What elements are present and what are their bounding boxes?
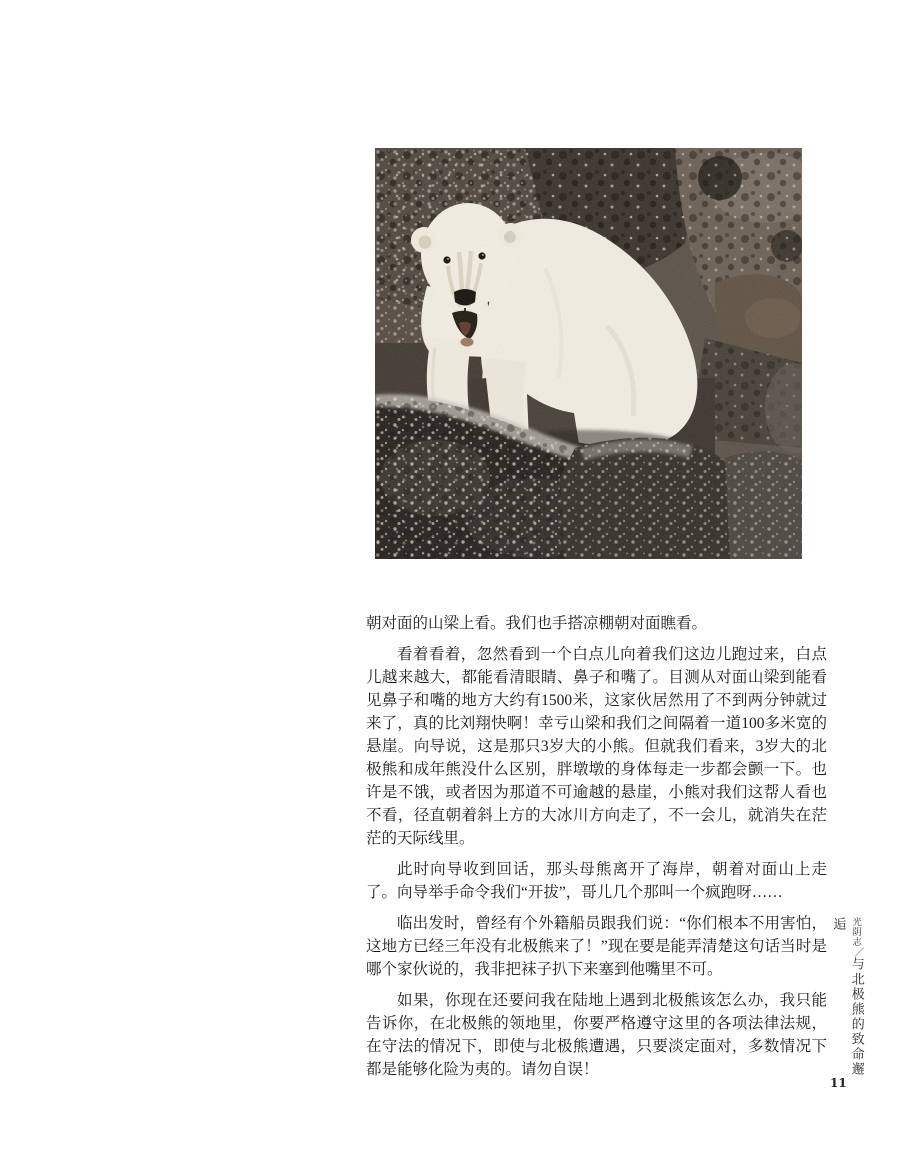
article-text — [366, 612, 827, 1089]
paragraph-1: 朝对面的山梁上看。我们也手搭凉棚朝对面瞧看。 — [366, 615, 708, 632]
article-title-vertical: 与北极熊的致命邂逅 — [831, 917, 865, 1077]
paragraph-3: 此时向导收到回话，那头母熊离开了海岸，朝着对面山上走了。向导举手命令我们“开拔”，哥儿几个那叫一个疯跑呀…… — [366, 861, 827, 901]
paragraph-2: 看着看着，忽然看到一个白点儿向着我们这边儿跑过来，白点儿越来越大，都能看清眼睛、鼻子和嘴了。目测从对面山梁到能看见鼻子和嘴的地方大约有1500米，这家伙居然用了不到两分钟就过来了，真的比刘翔快啊！幸亏山梁和我们之间隔着一道100多米宽的悬崖。向导说，这是那只3岁大的小熊。但就我们看来，3岁大的北极熊和成年熊没什么区别，胖墩墩的身体每走一步都会颤一下。也许是不饿，或者因为那道不可逾越的悬崖，小熊对我们这帮人看也不看，径直朝着斜上方的大冰川方向走了，不一会儿，就消失在茫茫的天际线里。 — [366, 646, 827, 847]
separator-slash: ／ — [851, 947, 863, 957]
running-title-sidebar — [829, 917, 866, 1082]
paragraph-5: 如果，你现在还要问我在陆地上遇到北极熊该怎么办，我只能告诉你，在北极熊的领地里，你要严格遵守这里的各项法律法规，在守法的情况下，即使与北极熊遭遇，只要淡定面对，多数情况下都是能够化险为夷的。请勿自误！ — [366, 992, 827, 1078]
journal-name: 光阴志 — [851, 917, 862, 947]
page-number: 11 — [830, 1076, 847, 1090]
polar-bear-illustration — [375, 148, 802, 559]
polar-bear-photo — [375, 148, 802, 559]
paragraph-4: 临出发时，曾经有个外籍船员跟我们说：“你们根本不用害怕，这地方已经三年没有北极熊来了！”现在要是能弄清楚这句话当时是哪个家伙说的，我非把袜子扒下来塞到他嘴里不可。 — [366, 915, 827, 978]
